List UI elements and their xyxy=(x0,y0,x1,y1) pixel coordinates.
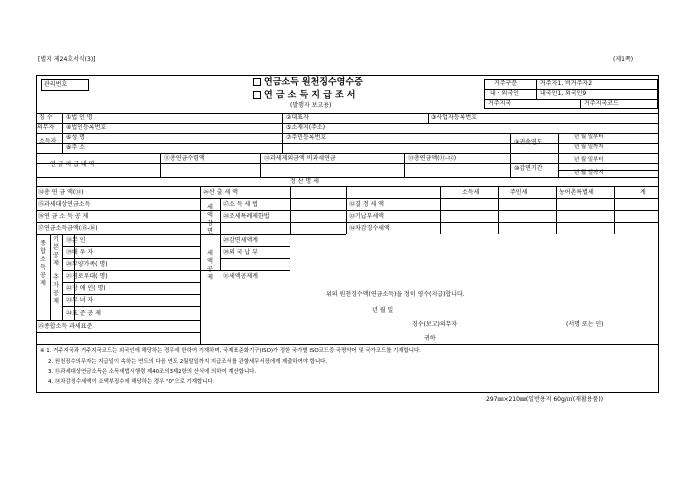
basic-group-label: 기본공제 xyxy=(53,236,59,267)
date-to: 년 월 일까지 xyxy=(574,144,604,150)
row-standard: ㉔표 준 공 제 xyxy=(66,310,101,317)
resident-no-label: ⑦주민등록번호 xyxy=(286,134,327,141)
corp-name-label: ①법 인 명 xyxy=(66,114,93,121)
row-self: ⑱본 인 xyxy=(66,237,86,244)
title-line2: 연 금 소 득 지 급 조 서 xyxy=(253,91,356,101)
footer: 297㎜×210㎜(일반용지 60g/㎡(재활용품)) xyxy=(486,396,604,403)
corp-reg-no-label: ④법인등록번호 xyxy=(66,124,107,131)
nationality-values: 내국인1, 외국인9 xyxy=(540,90,587,97)
date-from: 년 월 일부터 xyxy=(574,134,604,140)
earner-address-label: ⑧주 소 xyxy=(66,144,85,151)
earner-group-label: 소득자 xyxy=(39,138,57,145)
row-credit-total: ㉛세액공제계 xyxy=(223,273,258,280)
management-no-label: 관리번호 xyxy=(44,81,68,88)
row-foreign-tax: ㉚외 국 납 부 xyxy=(223,249,258,256)
row-reduction-total: ㉙감면세액계 xyxy=(223,237,258,244)
business-no-label: ③사업자등록번호 xyxy=(431,114,477,121)
row-calc-tax: ㉖산 출 세 액 xyxy=(203,189,238,196)
row-determined-tax: ㉜결 정 세 액 xyxy=(349,201,384,208)
page-label: (제1쪽) xyxy=(613,56,634,63)
payment-total-pension: ⑬총연금액(⑪-⑫) xyxy=(408,155,457,162)
note-2: 2. 원천징수의무자는 지급일이 속하는 연도의 다음 연도 2월말일까지 지급조서를 관할세무서장에게 제출하여야 합니다. xyxy=(48,359,328,365)
calc-header: 정 산 명 세 xyxy=(290,178,319,185)
period-to: 년 월 일까지 xyxy=(574,170,604,176)
row-16: ⑯연 금 소 득 공 제 xyxy=(38,213,89,220)
row-deduct-tax: ㉞차감징수세액 xyxy=(349,225,390,232)
deduction-group-label: 종합소득공제 xyxy=(40,240,46,287)
representative-label: ②대표자 xyxy=(286,114,309,121)
title-line1: 연금소득 원천징수영수증 xyxy=(253,78,363,88)
col-resident: 주민세 xyxy=(510,189,528,196)
statement-text: 위의 원천징수액(연금소득)을 정히 영수(지급)합니다. xyxy=(326,291,465,298)
row-woman: ㉓부 녀 자 xyxy=(66,297,94,304)
row-14: ⑭총 연 금 액(⑬) xyxy=(38,189,84,196)
earner-name-label: ⑥성 명 xyxy=(66,134,85,141)
additional-group-label: 추가공제 xyxy=(53,274,59,305)
form-number: [별지 제24호서식(3)] xyxy=(38,56,96,63)
row-special-act: ㉘조세특례제한법 xyxy=(223,213,270,220)
row-15: ⑮과세대상연금소득 xyxy=(38,201,91,208)
statement-sign: (서명 또는 인) xyxy=(566,321,604,328)
title-subtitle: (발행자 보고용) xyxy=(290,102,332,109)
statement-date: 년 월 일 xyxy=(372,307,394,314)
payment-total: ⑪총연금수령액 xyxy=(164,155,205,162)
row-spouse: ⑲배 우 자 xyxy=(66,249,94,256)
payment-label: 연 금 지 급 내 역 xyxy=(50,161,95,168)
row-dependents: ⑳부양가족( 명) xyxy=(66,261,108,268)
checkbox-icon[interactable] xyxy=(253,78,261,86)
payer-group-label: 징 수 xyxy=(39,114,53,121)
attribution-year-label: ⑨귀속연도 xyxy=(514,139,543,146)
row-income-tax-act: ㉗소 득 세 법 xyxy=(223,201,258,208)
row-disabled: ㉒장 애 인( 명) xyxy=(66,285,106,292)
col-income: 소득세 xyxy=(462,189,480,196)
statement-recipient: 귀하 xyxy=(424,335,436,342)
resident-values: 거주자1, 비거주자2 xyxy=(540,80,593,87)
row-tax-base: ㉕종합소득 과세표준 xyxy=(38,323,93,330)
period-from: 년 월 일부터 xyxy=(574,157,604,163)
resident-label: 거주구분 xyxy=(494,80,518,87)
statement-withholder: 징수(보고)의무자 xyxy=(412,321,458,328)
note-3: 3. ⑮과세대상연금소득은 소득세법시행령 제40조의3제2항의 산식에 의하여 계산합니다. xyxy=(48,369,257,375)
credit-label: 세액공제 xyxy=(207,250,213,281)
payment-nontaxable: ⑫과세제외금액 비과세연금 xyxy=(264,155,336,162)
col-rural: 농어촌특별세 xyxy=(559,189,594,196)
period-label: ⑩감면기간 xyxy=(514,165,543,172)
country-code-label: 거주지국코드 xyxy=(584,100,619,107)
note-4: 4. ㉞차감징수세액이 소액부징수에 해당하는 경우 "0"으로 기재합니다. xyxy=(48,379,215,385)
nationality-label: 내 · 외국인 xyxy=(490,90,519,97)
country-label: 거주지국 xyxy=(488,100,512,107)
checkbox-icon[interactable] xyxy=(253,91,261,99)
payer-group-label2: 의무자 xyxy=(37,124,55,131)
row-17: ⑰연금소득금액(⑮-⑯) xyxy=(38,225,98,232)
reduction-label: 세액감면 xyxy=(207,204,213,235)
note-1: ※ 1. 거주지국과 거주지국코드는 외국인에 해당하는 경우에 한하여 기재하며, 국제표준화기구(ISO)가 정한 국가별 ISO코드중 국명약어 및 국가코드를 기재합니다. xyxy=(40,348,421,354)
address-label: ⑤소재지(주소) xyxy=(286,124,326,131)
row-prepaid-tax: ㉝기납부세액 xyxy=(349,213,384,220)
col-total: 계 xyxy=(640,189,646,196)
row-elderly: ㉑경로우대( 명) xyxy=(66,273,108,280)
